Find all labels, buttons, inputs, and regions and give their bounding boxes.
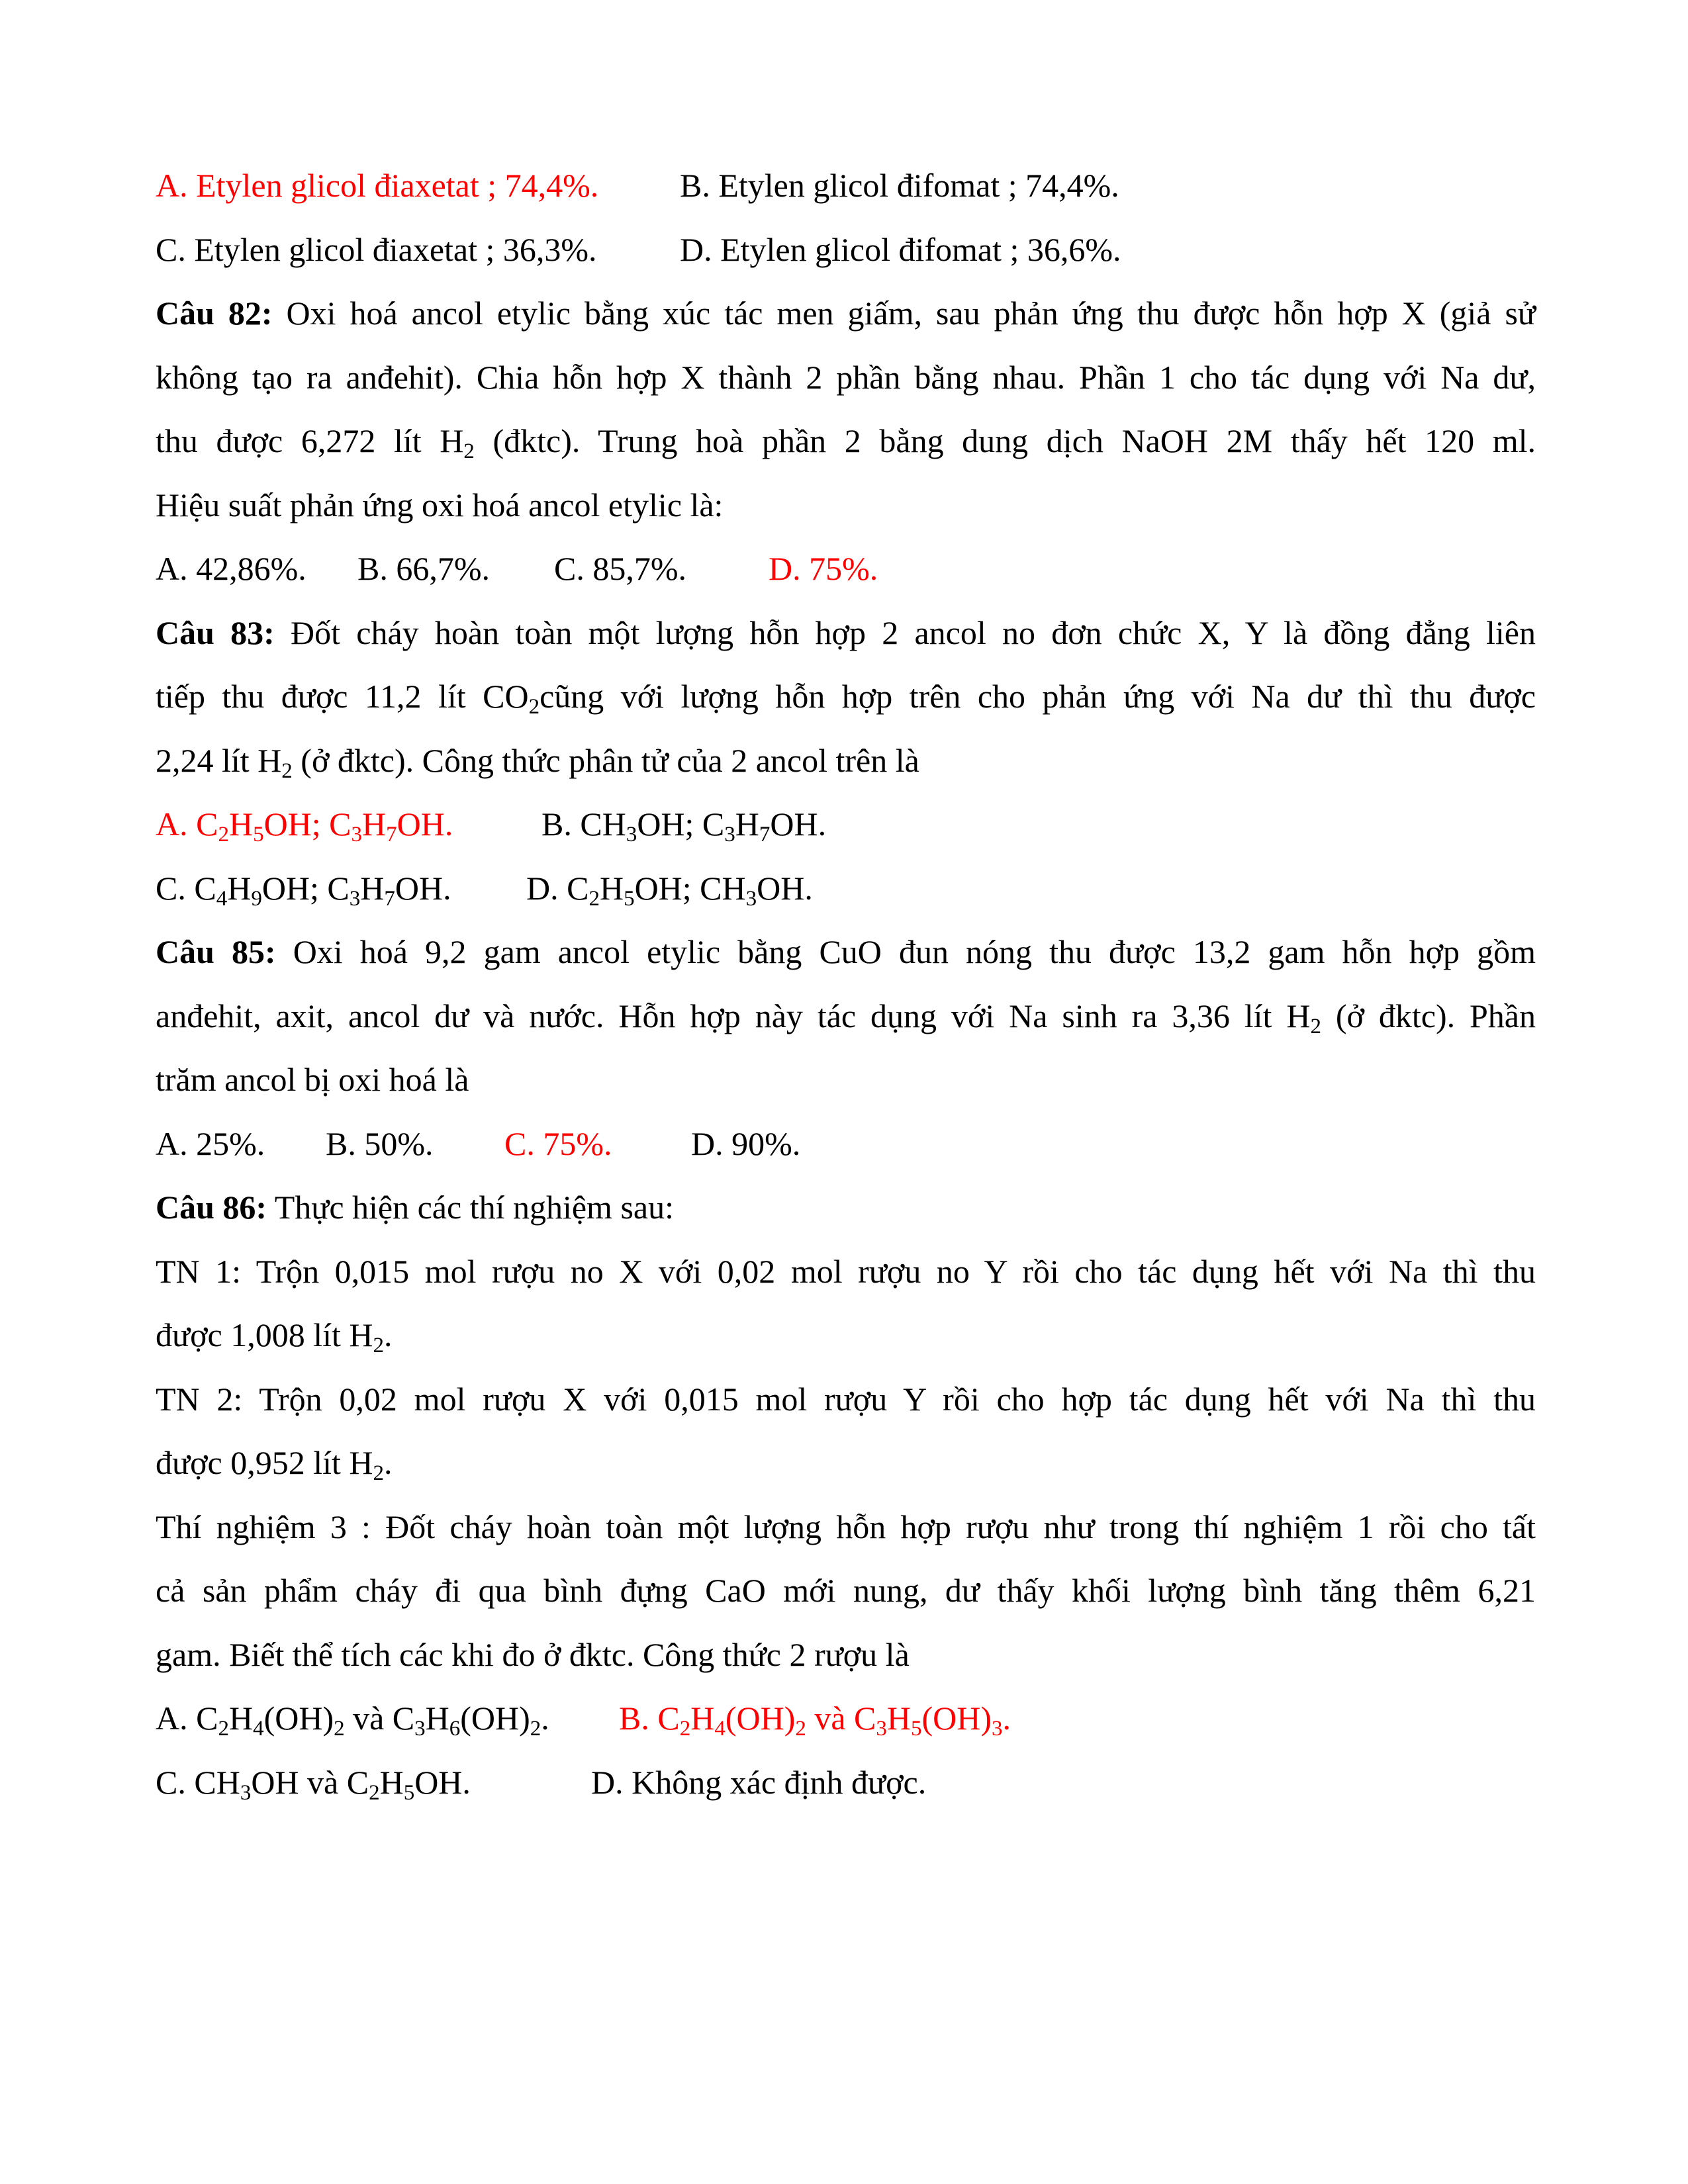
q86-option-b: B. $C_2H_4(OH)_2$ và $C_3H_5(OH)_3$. — [619, 1700, 1011, 1741]
q86-tn3-line-3 — [156, 1623, 1536, 1687]
q81-option-c: C. Etylen glicol điaxetat ; 36,3%. — [156, 230, 597, 268]
q86-options-row-1 — [156, 1686, 1536, 1751]
q83-text-3a: 2,24 lít H — [156, 741, 282, 779]
q82-text-1: Oxi hoá ancol etylic bằng xúc tác men giấm, sau phản ứng thu được hỗn hợp X (giả sử — [286, 295, 1536, 332]
q83-options-row-2 — [156, 856, 1536, 921]
q86-line-1 — [156, 1175, 1536, 1240]
q86-tn2-line-2: được 0,952 lít $H_2$. — [156, 1444, 393, 1486]
q85-line-1 — [156, 920, 1536, 984]
q86-tn2-line-1 — [156, 1367, 1536, 1432]
q83-option-a: A. $C_2H_5OH$; $C_3H_7OH$. — [156, 805, 453, 847]
q82-text-2: không tạo ra anđehit). Chia hỗn hợp X thành 2 phần bằng nhau. Phần 1 cho tác dụng với Na dư, — [156, 358, 1536, 396]
q83-option-d: D. $C_2H_5OH$; $CH_3OH$. — [526, 869, 813, 911]
q83-line-1 — [156, 601, 1536, 665]
q82-options — [156, 537, 1536, 601]
q82-line-1 — [156, 281, 1536, 345]
q82-option-c: C. 85,7%. — [554, 550, 686, 587]
q85-option-a: A. 25%. — [156, 1124, 265, 1162]
q86-tn1-line-1 — [156, 1240, 1536, 1304]
q85-text-1: Oxi hoá 9,2 gam ancol etylic bằng CuO đun nóng thu được 13,2 gam hỗn hợp gồm — [293, 933, 1536, 970]
q86-tn3-text-2: cả sản phẩm cháy đi qua bình đựng CaO mới nung, dư thấy khối lượng bình tăng thêm 6,21 — [156, 1572, 1536, 1609]
q83-text-3b: (ở đktc). Công thức phân tử của 2 ancol trên là — [301, 741, 919, 779]
q82-text-3b: (đktc). Trung hoà phần 2 bằng dung dịch NaOH 2M thấy hết 120 ml. — [492, 422, 1536, 459]
q86-tn3-text-3: gam. Biết thể tích các khi đo ở đktc. Công thức 2 rượu là — [156, 1635, 910, 1673]
q85-text-2b: (ở đktc). Phần — [1335, 997, 1536, 1034]
q83-text-2b: cũng với lượng hỗn hợp trên cho phản ứng với Na dư thì thu được — [539, 678, 1536, 715]
q86-option-a: A. $C_2H_4(OH)_2$ và $C_3H_6(OH)_2$. — [156, 1700, 549, 1741]
q82-text-4: Hiệu suất phản ứng oxi hoá ancol etylic là: — [156, 486, 724, 523]
document-page — [156, 154, 1536, 1814]
q83-text-2a: tiếp thu được 11,2 lít CO — [156, 678, 529, 715]
q85-text-3: trăm ancol bị oxi hoá là — [156, 1061, 469, 1098]
q82-line-4 — [156, 473, 1536, 537]
q81-option-d: D. Etylen glicol đifomat ; 36,6%. — [680, 230, 1121, 268]
q86-option-c: C. $CH_3OH$ và $C_2H_5OH$. — [156, 1763, 471, 1805]
q82-option-d: D. 75%. — [769, 550, 878, 587]
q86-tn3-line-1 — [156, 1495, 1536, 1559]
q85-options — [156, 1112, 1536, 1176]
q83-option-b: B. $CH_3OH$; $C_3H_7OH$. — [541, 805, 827, 847]
q86-options-row-2 — [156, 1751, 1536, 1815]
q86-option-d: D. Không xác định được. — [591, 1763, 927, 1801]
q86-tn2-text-2: được 0,952 lít H — [156, 1444, 373, 1481]
q85-option-c: C. 75%. — [504, 1124, 612, 1162]
q86-tn3-line-2 — [156, 1559, 1536, 1623]
q85-text-2a: anđehit, axit, ancol dư và nước. Hỗn hợp này tác dụng với Na sinh ra 3,36 lít H — [156, 997, 1311, 1034]
q81-options-row-1 — [156, 154, 1536, 218]
q85-label: Câu 85: — [156, 933, 276, 970]
q82-line-3: thu được 6,272 lít $H_2$ (đktc). Trung hoà phần 2 bằng dung dịch NaOH 2M thấy hết 120 ml. — [156, 422, 1536, 464]
q85-option-d: D. 90%. — [691, 1124, 801, 1162]
q83-option-c: C. $C_4H_9OH$; $C_3H_7OH$. — [156, 869, 451, 911]
q83-options-row-1 — [156, 792, 1536, 856]
q81-option-b: B. Etylen glicol đifomat ; 74,4%. — [680, 167, 1119, 204]
q81-options-row-2 — [156, 218, 1536, 282]
q86-tn3-text-1: Thí nghiệm 3 : Đốt cháy hoàn toàn một lượng hỗn hợp rượu như trong thí nghiệm 1 rồi cho tất — [156, 1508, 1536, 1545]
q86-label: Câu 86: — [156, 1189, 267, 1226]
q82-option-b: B. 66,7%. — [357, 550, 490, 587]
q82-label: Câu 82: — [156, 295, 273, 332]
q85-line-3 — [156, 1048, 1536, 1112]
q83-line-3: 2,24 lít $H_2$ (ở đktc). Công thức phân tử của 2 ancol trên là — [156, 741, 919, 783]
q86-text-1: Thực hiện các thí nghiệm sau: — [274, 1189, 674, 1226]
q83-label: Câu 83: — [156, 614, 275, 651]
q85-option-b: B. 50%. — [326, 1124, 434, 1162]
q86-tn1-text-2: được 1,008 lít H — [156, 1316, 373, 1353]
q86-tn1-line-2: được 1,008 lít $H_2$. — [156, 1316, 393, 1358]
q82-text-3a: thu được 6,272 lít H — [156, 422, 464, 459]
q81-option-a: A. Etylen glicol điaxetat ; 74,4%. — [156, 167, 599, 204]
q82-line-2 — [156, 345, 1536, 410]
q86-tn1-text-1: TN 1: Trộn 0,015 mol rượu no X với 0,02 mol rượu no Y rồi cho tác dụng hết với Na thì thu — [156, 1252, 1536, 1290]
q86-tn2-text-1: TN 2: Trộn 0,02 mol rượu X với 0,015 mol rượu Y rồi cho hợp tác dụng hết với Na thì thu — [156, 1380, 1536, 1418]
q83-text-1: Đốt cháy hoàn toàn một lượng hỗn hợp 2 ancol no đơn chức X, Y là đồng đẳng liên — [291, 614, 1536, 651]
q82-option-a: A. 42,86%. — [156, 550, 306, 587]
q83-line-2: tiếp thu được 11,2 lít $CO_2cũng$ với lượng hỗn hợp trên cho phản ứng với Na dư thì thu được — [156, 678, 1536, 719]
q85-line-2: anđehit, axit, ancol dư và nước. Hỗn hợp này tác dụng với Na sinh ra 3,36 lít $H_2$ (ở đktc). Phần — [156, 997, 1536, 1038]
